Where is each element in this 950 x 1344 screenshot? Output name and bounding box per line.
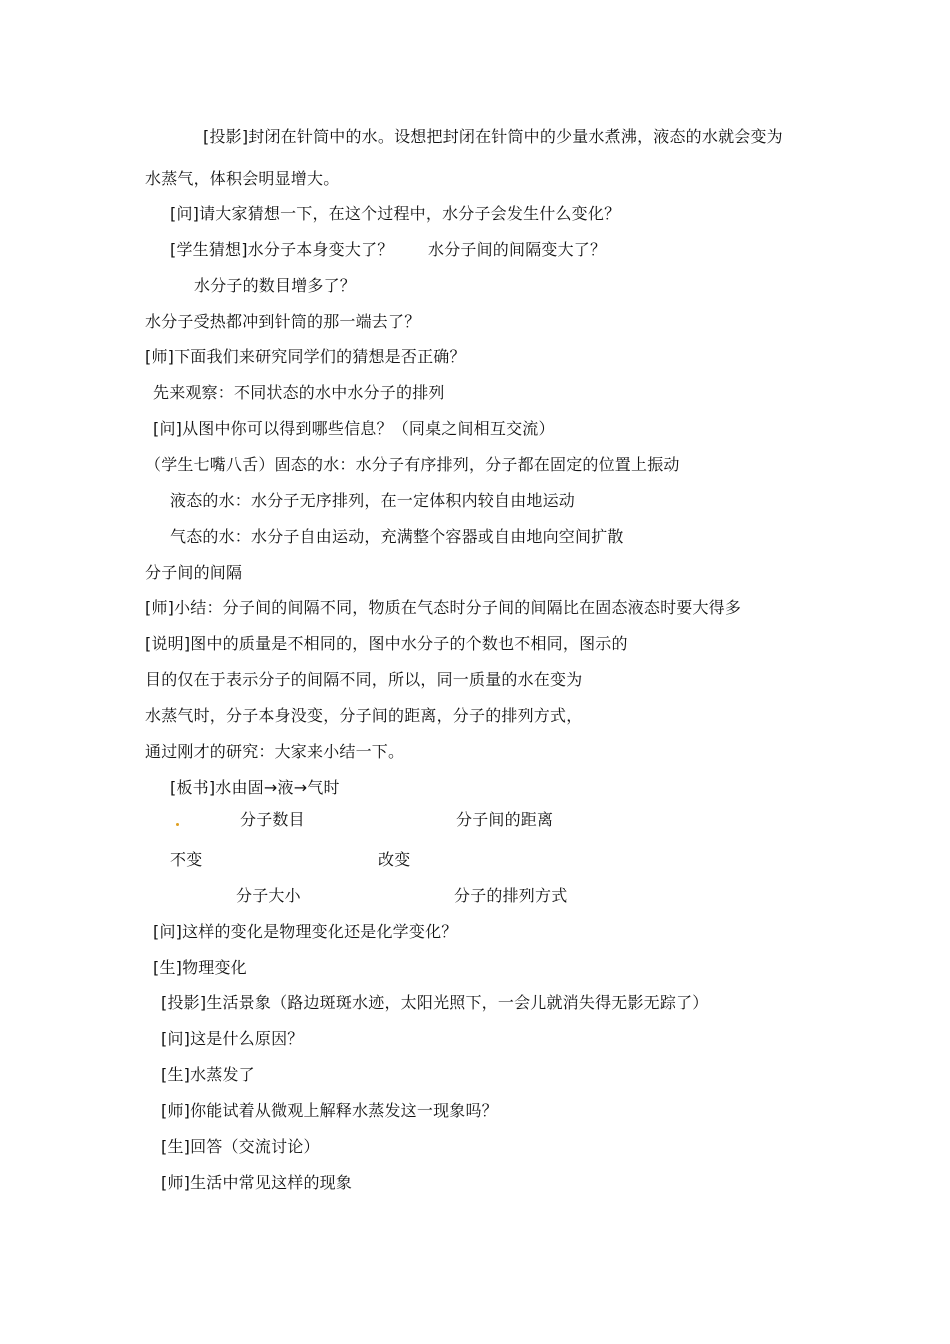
text-line: [师]小结：分子间的间隔不同，物质在气态时分子间的间隔比在固态液态时要大得多 xyxy=(145,598,742,617)
stray-mark xyxy=(176,823,179,826)
text-line: [投影]生活景象（路边斑斑水迹，太阳光照下，一会儿就消失得无影无踪了） xyxy=(161,993,709,1012)
text-line: 目的仅在于表示分子的间隔不同，所以，同一质量的水在变为 xyxy=(145,670,583,689)
text-line: [说明]图中的质量是不相同的，图中水分子的个数也不相同，图示的 xyxy=(145,634,628,653)
text-line: [生]回答（交流讨论） xyxy=(161,1137,320,1156)
text-line: 分子间的距离 xyxy=(456,810,554,829)
text-line: 分子大小 xyxy=(236,886,301,905)
text-line: 先来观察：不同状态的水中水分子的排列 xyxy=(153,383,445,402)
text-line: [师]生活中常见这样的现象 xyxy=(161,1173,353,1192)
text-line: [问]这样的变化是物理变化还是化学变化？ xyxy=(153,922,458,941)
text-line: [学生猜想]水分子本身变大了？ xyxy=(170,240,394,259)
text-line: [师]你能试着从微观上解释水蒸发这一现象吗？ xyxy=(161,1101,498,1120)
text-line: 水分子的数目增多了？ xyxy=(194,276,357,295)
text-line: [问]请大家猜想一下，在这个过程中，水分子会发生什么变化？ xyxy=(170,204,621,223)
text-line: [问]这是什么原因？ xyxy=(161,1029,304,1048)
text-line: 改变 xyxy=(378,850,411,869)
text-line: [师]下面我们来研究同学们的猜想是否正确？ xyxy=(145,347,466,366)
text-line: [板书]水由固→液→气时 xyxy=(170,778,340,797)
text-line: [生]水蒸发了 xyxy=(161,1065,255,1084)
text-line: [生]物理变化 xyxy=(153,958,247,977)
text-line: 液态的水：水分子无序排列，在一定体积内较自由地运动 xyxy=(170,491,576,510)
text-line: 通过刚才的研究：大家来小结一下。 xyxy=(145,742,405,761)
text-line: [投影]封闭在针筒中的水。设想把封闭在针筒中的少量水煮沸，液态的水就会变为 xyxy=(203,127,783,146)
text-line: 气态的水：水分子自由运动，充满整个容器或自由地向空间扩散 xyxy=(170,527,624,546)
text-line: 水分子受热都冲到针筒的那一端去了？ xyxy=(145,312,421,331)
text-line: 水分子间的间隔变大了？ xyxy=(428,240,607,259)
text-line: 分子的排列方式 xyxy=(454,886,568,905)
text-line: 不变 xyxy=(170,850,203,869)
text-line: 分子间的间隔 xyxy=(145,563,243,582)
text-line: 水蒸气时，分子本身没变，分子间的距离，分子的排列方式， xyxy=(145,706,583,725)
text-line: 分子数目 xyxy=(240,810,305,829)
text-line: 水蒸气，体积会明显增大。 xyxy=(145,169,340,188)
text-line: （学生七嘴八舌）固态的水：水分子有序排列，分子都在固定的位置上振动 xyxy=(145,455,680,474)
text-line: [问]从图中你可以得到哪些信息？（同桌之间相互交流） xyxy=(153,419,555,438)
